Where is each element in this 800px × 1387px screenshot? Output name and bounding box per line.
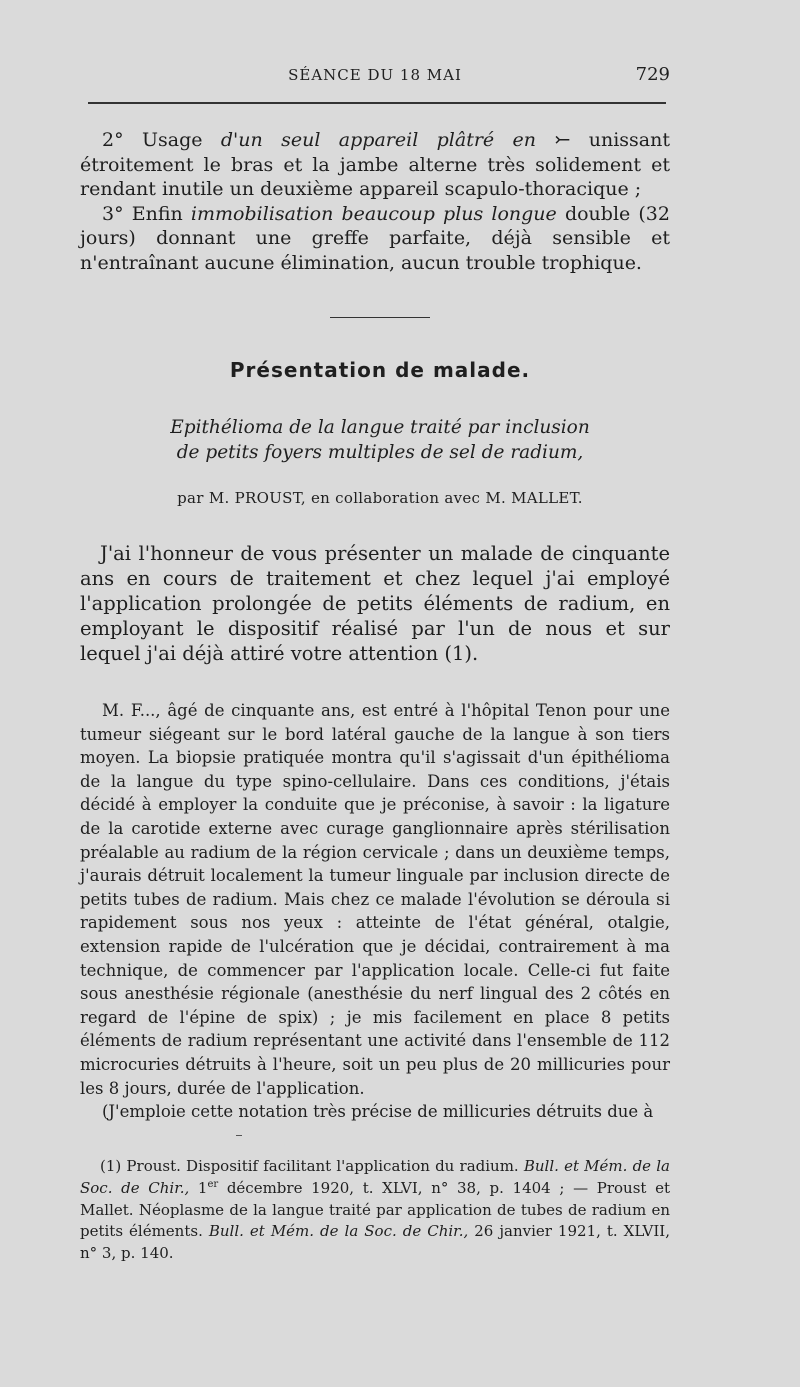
footnote-part: 26 janvier 1921, t. XLVII, n° 3, p. 140. [80,1222,670,1263]
byline: par M. PROUST, en collaboration avec M. MALLET. [177,489,583,507]
section-separator [330,317,430,318]
footnote-part: (1) Proust. Dispositif facilitant l'application du radium. [100,1157,519,1175]
item-number: 2° [102,129,124,151]
paragraph-intro [80,541,670,666]
footnote-italic: Bull. et Mém. de la Soc. de Chir., [80,1157,670,1197]
item-italic: immobilisation beaucoup plus longue [190,202,557,225]
list-item-3 [80,202,670,276]
footnote-part: 1 [197,1178,208,1197]
footnote-italic: Bull. et Mém. de la Soc. de Chir., [208,1222,469,1241]
item-italic: d'un seul appareil plâtré en [220,129,537,151]
item-text: Usage [141,129,203,151]
item-text: unissant étroitement le bras et la jambe alterne très solidement et rendant inutile un deuxième appareil scapulo-thoracique ; [80,129,671,200]
footnote [80,1156,670,1265]
item-text: double (32 jours) donnant une greffe parfaite, déjà sensible et n'entraînant aucune élimination, aucun trouble trophique. [80,202,670,274]
item-text: Enfin [131,202,183,225]
subtitle-line: de petits foyers multiples de sel de radium, [176,442,584,463]
section-title: Présentation de malade. [229,358,531,382]
item-number: 3° [102,202,124,225]
paragraph: M. F..., âgé de cinquante ans, est entré à l'hôpital Tenon pour une tumeur siégeant sur le bord latéral gauche de la langue à son tiers moyen. La biopsie pratiquée montra qu'il s'agissait d'un épithélioma de la langue du type spino-cellulaire. Dans ces conditions, j'étais décidé à employer la conduite que je préconise, à savoir : la ligature de la carotide externe avec curage ganglionnaire après stérilisation préalable au radium de la région cervicale ; dans un deuxième temps, j'aurais détruit localement la tumeur linguale par inclusion directe de petits tubes de radium. Mais chez ce malade l'évolution se déroula si rapidement sous nos yeux : atteinte de l'état général, otalgie, extension rapide de l'ulcération que je décidai, contrairement à ma technique, de commencer par l'application locale. Celle-ci fut faite sous anesthésie régionale (anesthésie du nerf lingual des 2 côtés en regard de l'épine de spix) ; je mis facilement en place 8 petits éléments de radium représentant une activité dans l'ensemble de 112 microcuries détruits à l'heure, soit un peu plus de 20 millicuries pour les 8 jours, durée de l'application. [80,701,670,1098]
paragraph: J'ai l'honneur de vous présenter un malade de cinquante ans en cours de traitement et chez lequel j'ai employé l'application prolongée de petits éléments de radium, en employant le dispositif réalisé par l'un de nous et sur lequel j'ai déjà attiré votre attention (1). [80,542,670,665]
running-title: SÉANCE DU 18 MAI [288,66,462,84]
footnote-text [80,1156,670,1265]
case-report [80,699,670,1124]
page-number: 729 [635,64,670,85]
running-header [80,62,670,92]
section-subtitle [80,415,680,465]
subtitle-line: Epithélioma de la langue traité par inclusion [170,417,590,438]
intro-list [80,128,670,275]
paragraph: (J'emploie cette notation très précise de millicuries détruits due à [102,1102,654,1122]
header-rule [88,102,666,104]
footnote-sup: er [207,1178,219,1190]
footnote-mark [236,1135,242,1136]
list-item-2 [80,128,670,202]
footnote-part: décembre 1920, t. XLVI, n° 38, p. 1404 ; — Proust et Mallet. Néoplasme de la langue traité par application de tubes de radium en petits éléments. [80,1178,670,1241]
lozenge-symbol: ⤚ [554,129,571,151]
